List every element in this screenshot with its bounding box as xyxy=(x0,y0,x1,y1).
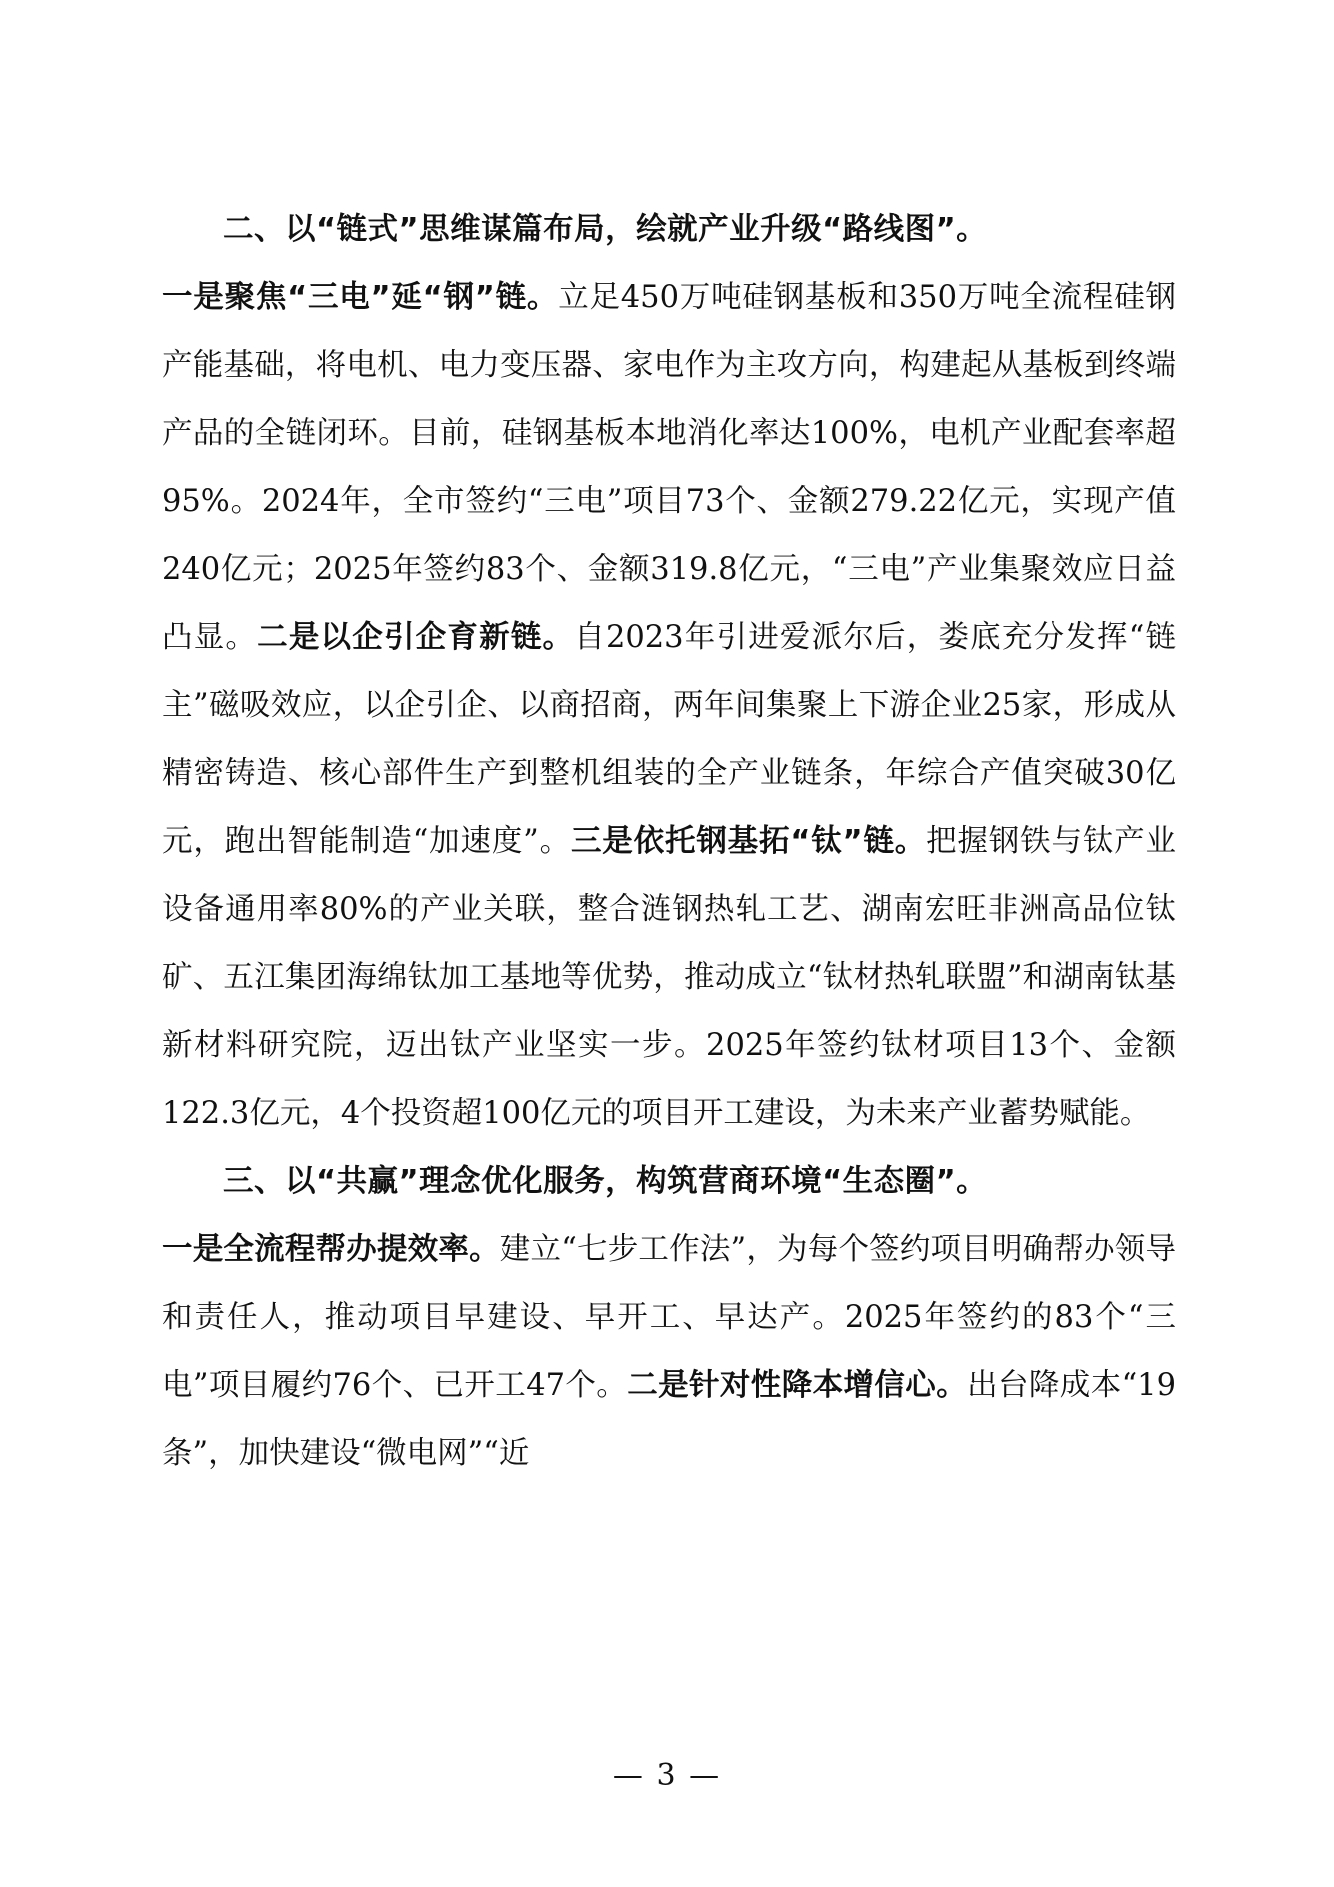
document-body xyxy=(162,196,1176,1488)
section-2-point-3-text: 把握钢铁与钛产业设备通用率80%的产业关联，整合涟钢热轧工艺、湖南宏旺非洲高品位钛矿、五江集团海绵钛加工基地等优势，推动成立“钛材热轧联盟”和湖南钛基新材料研究院，迈出钛产业坚实一步。2025年签约钛材项目13个、金额122.3亿元，4个投资超100亿元的项目开工建设，为未来产业蓄势赋能。 xyxy=(162,824,1177,1131)
section-2-point-1-text: 立足450万吨硅钢基板和350万吨全流程硅钢产能基础，将电机、电力变压器、家电作为主攻方向，构建起从基板到终端产品的全链闭环。目前，硅钢基板本地消化率达100%，电机产业配套率超95%。2024年，全市签约“三电”项目73个、金额279.22亿元，实现产值240亿元；2025年签约83个、金额319.8亿元，“三电”产业集聚效应日益凸显。 xyxy=(162,280,1176,655)
section-3-heading-paragraph xyxy=(162,1148,1176,1216)
section-2-heading-paragraph xyxy=(162,196,1176,264)
section-3-heading: 三、以“共赢”理念优化服务，构筑营商环境“生态圈”。 xyxy=(223,1164,988,1199)
section-2-body-paragraph xyxy=(162,264,1176,1148)
section-3-point-1-text: 建立“七步工作法”，为每个签约项目明确帮办领导和责任人，推动项目早建设、早开工、早达产。2025年签约的83个“三电”项目履约76个、已开工47个。 xyxy=(162,1232,1177,1403)
section-3-point-2-text: 出台降成本“19条”，加快建设“微电网”“近 xyxy=(162,1368,1176,1471)
page-number: — 3 — xyxy=(612,1758,722,1793)
section-3-point-1-lead: 一是全流程帮办提效率。 xyxy=(162,1232,500,1267)
section-3-point-2-lead: 二是针对性降本增信心。 xyxy=(627,1368,968,1403)
section-2-point-3-lead: 三是依托钢基拓“钛”链。 xyxy=(570,824,927,859)
section-3-body-paragraph xyxy=(162,1216,1176,1488)
section-2-heading: 二、以“链式”思维谋篇布局，绘就产业升级“路线图”。 xyxy=(223,212,988,247)
section-2-point-2-lead: 二是以企引企育新链。 xyxy=(257,620,575,655)
section-2-point-2-text: 自2023年引进爱派尔后，娄底充分发挥“链主”磁吸效应，以企引企、以商招商，两年间集聚上下游企业25家，形成从精密铸造、核心部件生产到整机组装的全产业链条，年综合产值突破30亿元，跑出智能制造“加速度”。 xyxy=(162,620,1177,859)
section-2-point-1-lead: 一是聚焦“三电”延“钢”链。 xyxy=(162,280,559,315)
